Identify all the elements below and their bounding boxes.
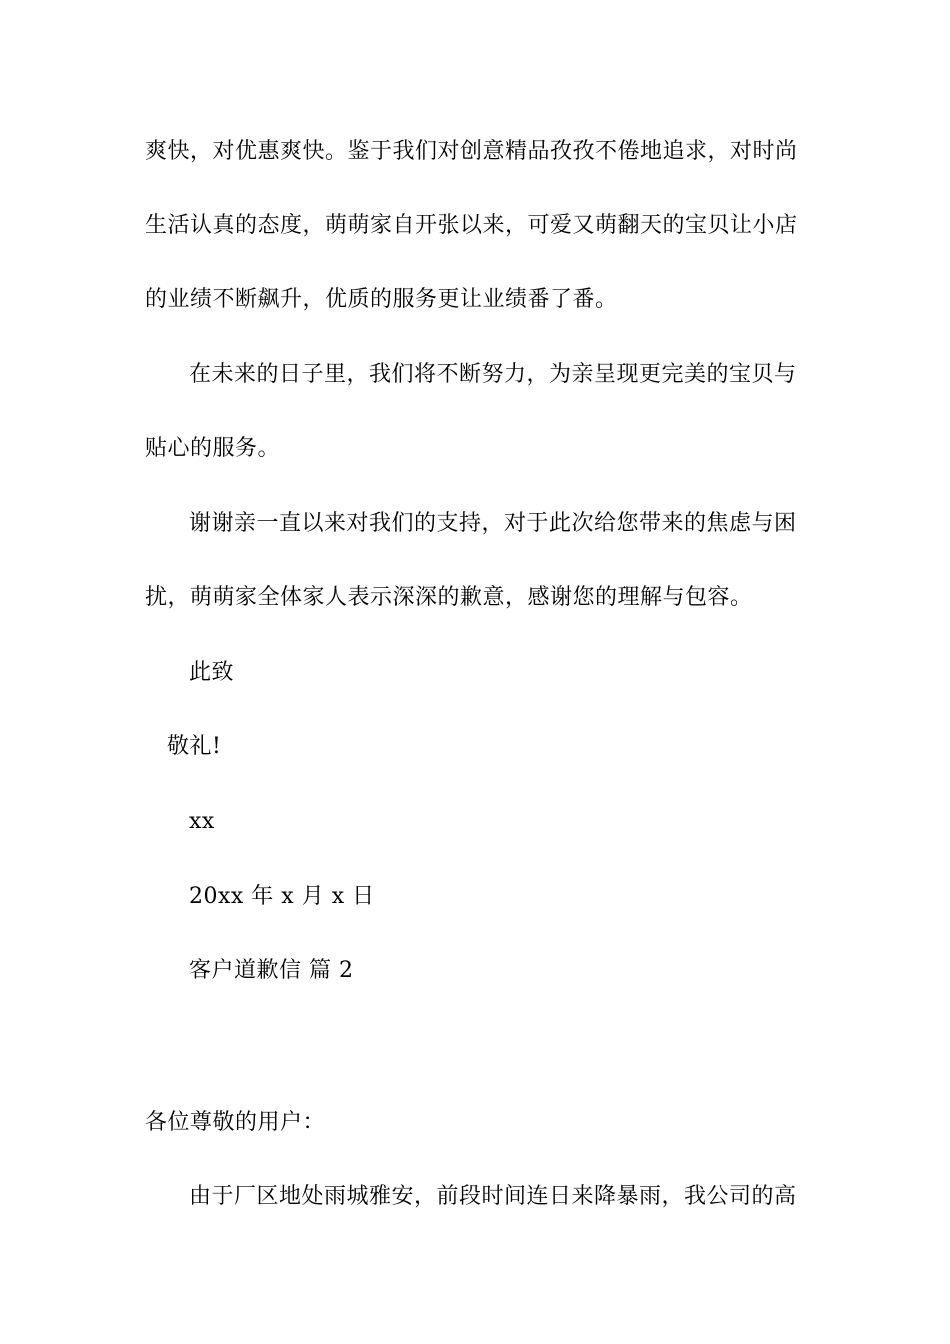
paragraph-3-line-2: 扰，萌萌家全体家人表示深深的歉意，感谢您的理解与包容。 (145, 585, 753, 610)
closing-phrase: 此致 (189, 660, 235, 685)
paragraph-2-line-1: 在未来的日子里，我们将不断努力，为亲呈现更完美的宝贝与 (189, 362, 797, 387)
signature: xx (189, 809, 215, 834)
paragraph-1-line-3: 的业绩不断飙升，优质的服务更让业绩番了番。 (145, 287, 618, 312)
paragraph-1-line-2: 生活认真的态度，萌萌家自开张以来，可爱又萌翻天的宝贝让小店 (145, 213, 798, 238)
salutation: 敬礼! (167, 734, 222, 759)
paragraph-3-line-1: 谢谢亲一直以来对我们的支持，对于此次给您带来的焦虑与困 (189, 511, 797, 536)
paragraph-4-line-1: 由于厂区地处雨城雅安，前段时间连日来降暴雨，我公司的高 (189, 1184, 797, 1209)
section-heading: 客户道歉信 篇 2 (189, 958, 354, 983)
paragraph-1-line-1: 爽快，对优惠爽快。鉴于我们对创意精品孜孜不倦地追求，对时尚 (145, 139, 798, 164)
greeting: 各位尊敬的用户： (145, 1110, 326, 1135)
paragraph-2-line-2: 贴心的服务。 (145, 436, 281, 461)
date: 20xx 年 x 月 x 日 (189, 884, 375, 909)
